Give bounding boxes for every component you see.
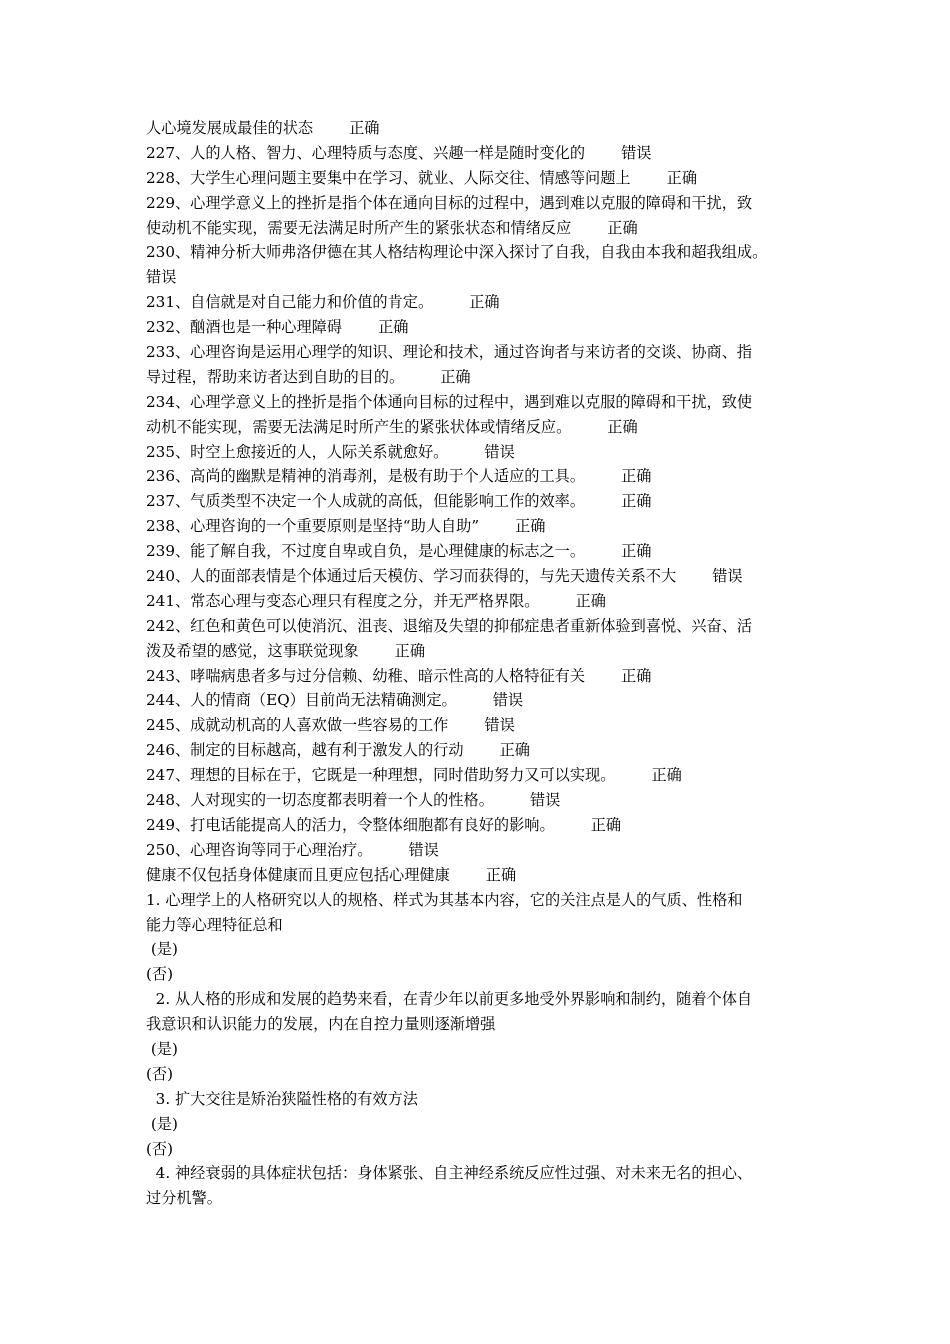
document-line [146, 1112, 810, 1137]
document-line [146, 1037, 810, 1062]
answer-mark: 正确 [349, 119, 380, 137]
document-line [146, 813, 810, 838]
document-line [146, 415, 810, 440]
line-text: 241、常态心理与变态心理只有程度之分，并无严格界限。 [146, 591, 540, 610]
document-line [146, 913, 810, 938]
document-line [146, 838, 810, 863]
document-line [146, 639, 810, 664]
answer-mark: 正确 [515, 517, 546, 536]
line-text: 1. 心理学上的人格研究以人的规格、样式为其基本内容，它的关注点是人的气质、性格和 [146, 890, 743, 909]
document-line [146, 863, 810, 888]
document-line [146, 216, 810, 241]
line-text: 250、心理咨询等同于心理治疗。 [146, 840, 373, 859]
line-text: 过分机警。 [146, 1189, 222, 1208]
answer-mark: 错误 [484, 716, 515, 735]
answer-mark: 正确 [621, 467, 652, 486]
document-line [146, 688, 810, 713]
line-text: 236、高尚的幽默是精神的消毒剂，是极有助于个人适应的工具。 [146, 467, 586, 486]
document-line [146, 340, 810, 365]
document-line [146, 464, 810, 489]
line-text: 247、理想的目标在于，它既是一种理想，同时借助努力又可以实现。 [146, 766, 616, 785]
document-line [146, 664, 810, 689]
document-line [146, 290, 810, 315]
answer-mark: 正确 [499, 741, 530, 760]
document-line [146, 191, 810, 216]
answer-mark: 正确 [469, 293, 500, 312]
document-line [146, 390, 810, 415]
line-text: 227、人的人格、智力、心理特质与态度、兴趣一样是随时变化的 [146, 143, 586, 162]
line-text: 233、心理咨询是运用心理学的知识、理论和技术，通过咨询者与来访者的交谈、协商、指 [146, 343, 753, 362]
answer-mark: 正确 [394, 641, 425, 660]
line-text: (是) [146, 940, 178, 959]
document-line [146, 788, 810, 813]
line-text: 3. 扩大交往是矫治狭隘性格的有效方法 [146, 1089, 418, 1108]
line-text: 230、精神分析大师弗洛伊德在其人格结构理论中深入探讨了自我，自我由本我和超我组成。 [146, 243, 768, 262]
answer-mark: 正确 [651, 766, 682, 785]
line-text: (否) [146, 1064, 174, 1083]
document-line [146, 1137, 810, 1162]
line-text: 2. 从人格的形成和发展的趋势来看，在青少年以前更多地受外界影响和制约，随着个体自 [146, 990, 753, 1009]
line-text: 239、能了解自我，不过度自卑或自负，是心理健康的标志之一。 [146, 542, 586, 561]
document-line [146, 1012, 810, 1037]
document-line [146, 987, 810, 1012]
line-text: 动机不能实现，需要无法满足时所产生的紧张状体或情绪反应。 [146, 417, 572, 436]
line-text: 246、制定的目标越高，越有利于激发人的行动 [146, 741, 464, 760]
document-line [146, 240, 810, 265]
line-text: 导过程，帮助来访者达到自助的目的。 [146, 367, 405, 386]
document-page [146, 116, 810, 1211]
line-text: 238、心理咨询的一个重要原则是坚持“助人自助” [146, 517, 480, 536]
document-line [146, 937, 810, 962]
line-text: 235、时空上愈接近的人，人际关系就愈好。 [146, 442, 449, 461]
line-text: 4. 神经衰弱的具体症状包括：身体紧张、自主神经系统反应性过强、对未来无名的担心、 [146, 1164, 753, 1183]
answer-mark: 正确 [621, 492, 652, 511]
line-text: 243、哮喘病患者多与过分信赖、幼稚、暗示性高的人格特征有关 [146, 666, 586, 685]
document-line [146, 440, 810, 465]
line-text: 248、人对现实的一切态度都表明着一个人的性格。 [146, 791, 494, 810]
line-text: 237、气质类型不决定一个人成就的高低，但能影响工作的效率。 [146, 492, 586, 511]
document-line [146, 713, 810, 738]
line-text: (是) [146, 1114, 178, 1133]
document-line [146, 962, 810, 987]
line-text: (否) [146, 1139, 174, 1158]
document-line [146, 564, 810, 589]
answer-mark: 正确 [607, 218, 638, 237]
line-text: 能力等心理特征总和 [146, 915, 283, 934]
answer-mark: 错误 [408, 840, 439, 859]
answer-mark: 正确 [575, 591, 606, 610]
answer-mark: 错误 [529, 791, 561, 810]
document-line [146, 738, 810, 763]
answer-mark: 正确 [621, 666, 652, 685]
line-text: 使动机不能实现，需要无法满足时所产生的紧张状态和情绪反应 [146, 218, 572, 237]
document-line [146, 365, 810, 390]
document-line [146, 589, 810, 614]
document-line [146, 141, 810, 166]
line-text: 234、心理学意义上的挫折是指个体通向目标的过程中，遇到难以克服的障碍和干扰，致使 [146, 392, 753, 411]
answer-mark: 正确 [621, 542, 652, 561]
line-text: (否) [146, 965, 174, 984]
answer-mark: 正确 [666, 168, 697, 187]
line-text: 健康不仅包括身体健康而且更应包括心理健康 [146, 865, 450, 884]
document-line [146, 514, 810, 539]
line-text: 244、人的情商（EQ）目前尚无法精确测定。 [146, 691, 457, 710]
document-line [146, 166, 810, 191]
line-text: 242、红色和黄色可以使消沉、沮丧、退缩及失望的抑郁症患者重新体验到喜悦、兴奋、活 [146, 616, 753, 635]
line-text: 我意识和认识能力的发展，内在自控力量则逐渐增强 [146, 1015, 496, 1034]
line-text: 错误 [146, 268, 177, 287]
answer-mark: 正确 [590, 815, 622, 834]
document-line [146, 1062, 810, 1087]
document-line [146, 116, 810, 141]
line-text: (是) [146, 1039, 178, 1058]
answer-mark: 正确 [440, 367, 471, 386]
line-text: 245、成就动机高的人喜欢做一些容易的工作 [146, 716, 449, 735]
answer-mark: 错误 [621, 143, 652, 162]
line-text: 231、自信就是对自己能力和价值的肯定。 [146, 293, 434, 312]
document-line [146, 1186, 810, 1211]
line-text: 泼及希望的感觉，这事联觉现象 [146, 641, 359, 660]
document-line [146, 614, 810, 639]
line-text: 240、人的面部表情是个体通过后天模仿、学习而获得的，与先天遗传关系不大 [146, 567, 677, 586]
line-text: 228、大学生心理问题主要集中在学习、就业、人际交往、情感等问题上 [146, 168, 631, 187]
document-line [146, 888, 810, 913]
answer-mark: 错误 [492, 691, 524, 710]
document-line [146, 315, 810, 340]
answer-mark: 错误 [712, 567, 743, 586]
answer-mark: 正确 [485, 865, 517, 884]
answer-mark: 正确 [607, 417, 638, 436]
document-line [146, 539, 810, 564]
document-line [146, 1087, 810, 1112]
document-line [146, 489, 810, 514]
line-text: 229、心理学意义上的挫折是指个体在通向目标的过程中，遇到难以克服的障碍和干扰，致 [146, 193, 753, 212]
document-line [146, 265, 810, 290]
line-text: 249、打电话能提高人的活力，令整体细胞都有良好的影响。 [146, 815, 555, 834]
line-text: 人心境发展成最佳的状态 [146, 119, 314, 137]
line-text: 232、酗酒也是一种心理障碍 [146, 318, 343, 337]
answer-mark: 错误 [484, 442, 515, 461]
document-line [146, 763, 810, 788]
document-line [146, 1161, 810, 1186]
answer-mark: 正确 [378, 318, 409, 337]
